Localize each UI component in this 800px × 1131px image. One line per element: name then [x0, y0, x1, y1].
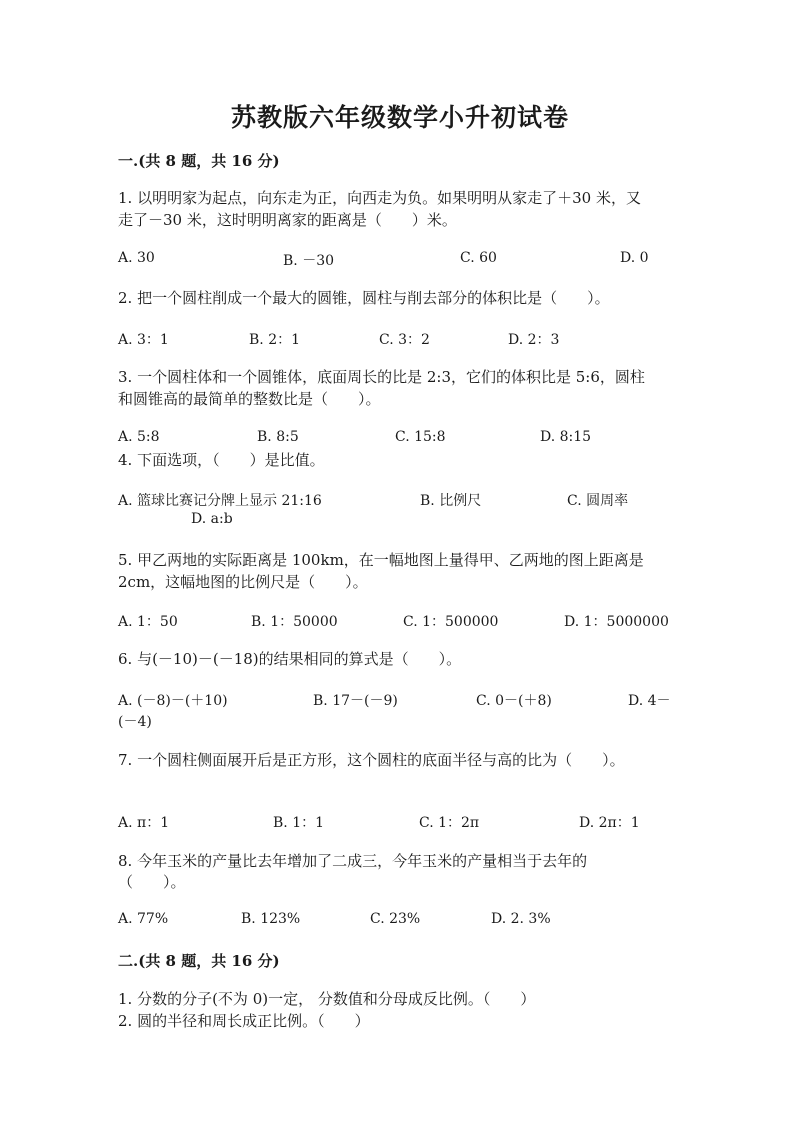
question-2-option-b: B. 2：1 [249, 332, 301, 348]
question-8-option-a: A. 77% [118, 911, 169, 927]
question-7-line-1: 7. 一个圆柱侧面展开后是正方形，这个圆柱的底面半径与高的比为（ ）。 [118, 751, 625, 769]
question-1-option-b: B. －30 [283, 253, 335, 269]
question-5-option-a: A. 1：50 [118, 614, 178, 630]
question-4-option-b: B. 比例尺 [420, 493, 482, 509]
question-6-option-c: C. 0－(＋8) [476, 693, 552, 709]
question-8-option-c: C. 23% [370, 911, 421, 927]
question-3-option-d: D. 8:15 [540, 429, 592, 445]
question-2-option-a: A. 3：1 [118, 332, 169, 348]
question-5-line-2: 2cm，这幅地图的比例尺是（ ）。 [118, 573, 368, 591]
question-1-line-1: 1. 以明明家为起点，向东走为正，向西走为负。如果明明从家走了＋30 米，又 [118, 189, 641, 207]
question-1-option-c: C. 60 [460, 250, 497, 266]
question-5-option-d: D. 1：5000000 [564, 614, 669, 630]
question-3-line-1: 3. 一个圆柱体和一个圆锥体，底面周长的比是 2:3，它们的体积比是 5:6，圆柱 [118, 368, 645, 386]
section-2-question-1: 1. 分数的分子(不为 0)一定， 分数值和分母成反比例。（ ） [118, 990, 536, 1008]
question-3-option-a: A. 5:8 [118, 429, 160, 445]
question-4-option-c: C. 圆周率 [567, 493, 629, 509]
section-2-heading: 二.(共 8 题，共 16 分) [118, 952, 280, 970]
question-8-option-d: D. 2. 3% [491, 911, 551, 927]
question-6-option-d-continued: (－4) [118, 714, 152, 730]
question-4-option-d: D. a:b [191, 511, 233, 527]
question-1-option-a: A. 30 [118, 250, 155, 266]
question-3-line-2: 和圆锥高的最简单的整数比是（ ）。 [118, 390, 381, 408]
question-4-line-1: 4. 下面选项，（ ）是比值。 [118, 451, 325, 469]
question-1-option-d: D. 0 [620, 250, 649, 266]
question-2-option-d: D. 2：3 [508, 332, 560, 348]
question-6-option-b: B. 17－(－9) [313, 693, 398, 709]
section-2-question-2: 2. 圆的半径和周长成正比例。（ ） [118, 1012, 370, 1030]
page-title: 苏教版六年级数学小升初试卷 [230, 103, 569, 132]
question-3-option-c: C. 15:8 [395, 429, 446, 445]
question-8-option-b: B. 123% [241, 911, 301, 927]
question-7-option-d: D. 2π：1 [579, 815, 640, 831]
question-3-option-b: B. 8:5 [257, 429, 299, 445]
question-5-option-b: B. 1：50000 [251, 614, 338, 630]
question-6-line-1: 6. 与(－10)－(－18)的结果相同的算式是（ ）。 [118, 650, 462, 668]
question-2-option-c: C. 3：2 [379, 332, 430, 348]
question-7-option-c: C. 1：2π [419, 815, 480, 831]
question-2-line-1: 2. 把一个圆柱削成一个最大的圆锥，圆柱与削去部分的体积比是（ ）。 [118, 289, 610, 307]
question-7-option-b: B. 1：1 [273, 815, 325, 831]
question-4-option-a: A. 篮球比赛记分牌上显示 21:16 [118, 493, 322, 509]
question-6-option-a: A. (－8)－(＋10) [118, 693, 228, 709]
question-8-line-1: 8. 今年玉米的产量比去年增加了二成三，今年玉米的产量相当于去年的 [118, 852, 588, 870]
question-6-option-d: D. 4－ [628, 693, 671, 709]
question-1-line-2: 走了－30 米，这时明明离家的距离是（ ）米。 [118, 211, 457, 229]
question-5-option-c: C. 1：500000 [403, 614, 499, 630]
question-8-line-2: （ ）。 [118, 873, 186, 891]
question-7-option-a: A. π：1 [118, 815, 170, 831]
question-5-line-1: 5. 甲乙两地的实际距离是 100km，在一幅地图上量得甲、乙两地的图上距离是 [118, 551, 644, 569]
section-1-heading: 一.(共 8 题，共 16 分) [118, 152, 280, 170]
